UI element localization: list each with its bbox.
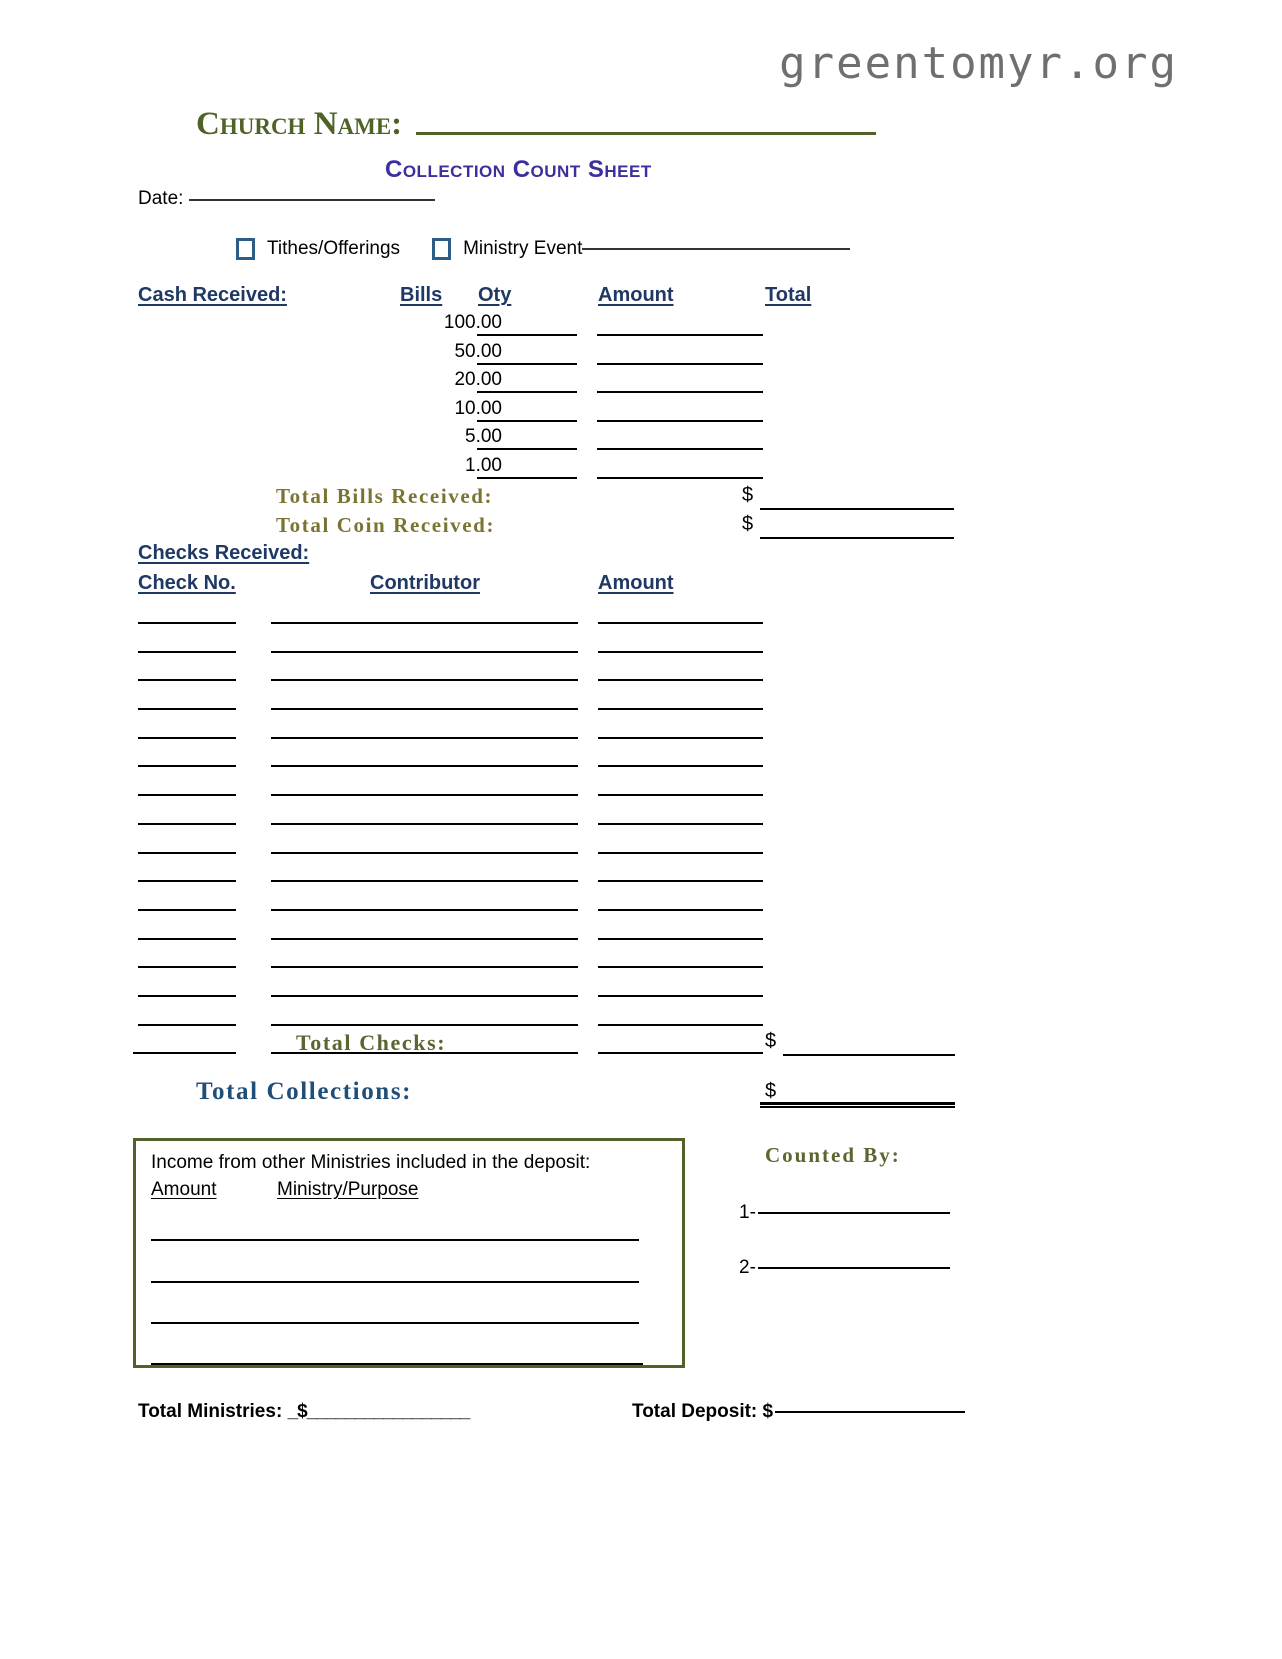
bill-denomination: 10.00 — [454, 397, 502, 419]
check-contributor-input[interactable] — [271, 995, 578, 997]
ministries-entry-line[interactable] — [151, 1322, 639, 1324]
bill-amount-input[interactable] — [597, 334, 763, 336]
bill-qty-input[interactable] — [477, 391, 577, 393]
tithes-offerings-label: Tithes/Offerings — [267, 238, 401, 259]
check-amount-input[interactable] — [598, 622, 763, 624]
ministries-column-purpose: Ministry/Purpose — [277, 1179, 419, 1200]
bill-amount-input[interactable] — [597, 448, 763, 450]
check-contributor-input[interactable] — [271, 765, 578, 767]
check-amount-input[interactable] — [598, 794, 763, 796]
check-no-input[interactable] — [138, 708, 236, 710]
church-name-label: Church Name: — [196, 106, 403, 142]
check-no-input[interactable] — [138, 1024, 236, 1026]
total-deposit-row — [632, 1401, 965, 1423]
bill-qty-input[interactable] — [477, 420, 577, 422]
ministry-event-label: Ministry Event — [463, 238, 583, 259]
check-no-input[interactable] — [138, 966, 236, 968]
bill-qty-input[interactable] — [477, 363, 577, 365]
total-ministries-label: Total Ministries: — [138, 1401, 283, 1422]
check-amount-input[interactable] — [598, 1024, 763, 1026]
check-contributor-input[interactable] — [271, 651, 578, 653]
check-contributor-input[interactable] — [271, 909, 578, 911]
column-header-contributor: Contributor — [370, 572, 480, 594]
check-no-input[interactable] — [138, 765, 236, 767]
check-amount-input[interactable] — [598, 765, 763, 767]
bill-amount-input[interactable] — [597, 363, 763, 365]
ministries-entry-line[interactable] — [151, 1281, 639, 1283]
total-collections-currency-symbol: $ — [765, 1080, 777, 1102]
check-amount-input[interactable] — [598, 938, 763, 940]
check-contributor-input[interactable] — [271, 708, 578, 710]
total-deposit-label: Total Deposit: — [632, 1401, 758, 1422]
other-ministries-box — [133, 1138, 685, 1368]
check-contributor-input[interactable] — [271, 880, 578, 882]
check-no-input[interactable] — [138, 823, 236, 825]
total-coin-input[interactable] — [760, 537, 954, 539]
check-contributor-input[interactable] — [271, 794, 578, 796]
counted-by-label: Counted By: — [765, 1143, 901, 1167]
check-amount-input[interactable] — [598, 909, 763, 911]
total-checks-label: Total Checks: — [296, 1030, 447, 1055]
check-contributor-input[interactable] — [271, 737, 578, 739]
total-collections-label: Total Collections: — [196, 1078, 413, 1105]
column-header-check-amount: Amount — [598, 572, 674, 594]
column-header-total: Total — [765, 284, 812, 306]
sheet-title: Collection Count Sheet — [385, 156, 652, 183]
date-row — [138, 188, 435, 210]
check-contributor-input[interactable] — [271, 852, 578, 854]
bill-denomination: 50.00 — [454, 340, 502, 362]
check-contributor-input[interactable] — [271, 1024, 578, 1026]
check-amount-input[interactable] — [598, 995, 763, 997]
church-name-row — [196, 108, 876, 141]
check-no-input[interactable] — [133, 1052, 236, 1054]
column-header-amount: Amount — [598, 284, 674, 306]
column-header-qty: Oty — [478, 284, 512, 306]
check-contributor-input[interactable] — [271, 966, 578, 968]
bill-amount-input[interactable] — [597, 391, 763, 393]
check-amount-input[interactable] — [598, 651, 763, 653]
bill-qty-input[interactable] — [477, 477, 577, 479]
counted-by-input-2[interactable] — [758, 1267, 950, 1269]
check-no-input[interactable] — [138, 794, 236, 796]
counted-by-entry-1 — [739, 1202, 950, 1224]
other-ministries-title: Income from other Ministries included in the deposit: — [151, 1152, 591, 1173]
check-no-input[interactable] — [138, 995, 236, 997]
site-watermark: greentomyr.org — [779, 38, 1178, 89]
total-coin-currency-symbol: $ — [742, 513, 754, 535]
bill-denomination: 5.00 — [465, 426, 502, 448]
check-no-input[interactable] — [138, 622, 236, 624]
counted-by-entry-2 — [739, 1257, 950, 1279]
check-no-input[interactable] — [138, 651, 236, 653]
check-amount-input[interactable] — [598, 708, 763, 710]
total-coin-received-label: Total Coin Received: — [276, 513, 496, 537]
checks-received-section-label: Checks Received: — [138, 542, 310, 564]
check-no-input[interactable] — [138, 679, 236, 681]
counted-by-number-1: 1- — [739, 1202, 756, 1223]
check-amount-input[interactable] — [598, 852, 763, 854]
counted-by-number-2: 2- — [739, 1257, 756, 1278]
check-no-input[interactable] — [138, 852, 236, 854]
check-amount-input[interactable] — [598, 880, 763, 882]
bill-denomination: 100.00 — [443, 312, 502, 333]
ministries-entry-line[interactable] — [151, 1363, 643, 1365]
ministries-entry-line[interactable] — [151, 1239, 639, 1241]
bill-amount-input[interactable] — [597, 420, 763, 422]
total-checks-currency-symbol: $ — [765, 1030, 777, 1052]
check-amount-input[interactable] — [598, 966, 763, 968]
ministry-event-input-blank[interactable] — [582, 248, 850, 250]
bill-amount-input[interactable] — [597, 477, 763, 479]
check-contributor-input[interactable] — [271, 938, 578, 940]
church-name-blank-field[interactable] — [416, 132, 876, 135]
check-contributor-input[interactable] — [271, 679, 578, 681]
total-bills-received-label: Total Bills Received: — [276, 484, 494, 508]
check-no-input[interactable] — [138, 909, 236, 911]
cash-received-section-label: Cash Received: — [138, 284, 287, 306]
check-contributor-input[interactable] — [271, 823, 578, 825]
total-deposit-currency-symbol: $ — [762, 1401, 774, 1422]
bill-qty-input[interactable] — [477, 334, 577, 336]
check-amount-input[interactable] — [598, 823, 763, 825]
total-ministries-row — [138, 1401, 469, 1423]
bill-qty-input[interactable] — [477, 448, 577, 450]
check-amount-input[interactable] — [598, 1052, 763, 1054]
check-no-input[interactable] — [138, 737, 236, 739]
column-header-check-no: Check No. — [138, 572, 236, 594]
total-ministries-input[interactable]: _$_________________ — [287, 1401, 470, 1422]
check-no-input[interactable] — [138, 880, 236, 882]
total-deposit-input[interactable] — [775, 1411, 965, 1413]
check-amount-input[interactable] — [598, 679, 763, 681]
bill-denomination: 20.00 — [454, 369, 502, 391]
total-bills-input[interactable] — [760, 508, 954, 510]
check-no-input[interactable] — [138, 938, 236, 940]
check-contributor-input[interactable] — [271, 622, 578, 624]
bill-denomination: 1.00 — [465, 454, 502, 476]
collection-type-row — [236, 238, 850, 260]
column-header-bills: Bills — [400, 284, 443, 306]
tithes-offerings-checkbox[interactable] — [236, 238, 255, 260]
total-bills-currency-symbol: $ — [742, 484, 754, 506]
total-collections-input[interactable] — [760, 1102, 955, 1105]
ministry-event-checkbox[interactable] — [432, 238, 451, 260]
date-label: Date: — [138, 188, 184, 209]
check-amount-input[interactable] — [598, 737, 763, 739]
ministries-column-amount: Amount — [151, 1179, 217, 1200]
total-checks-input[interactable] — [783, 1054, 955, 1056]
counted-by-input-1[interactable] — [758, 1212, 950, 1214]
date-input-blank[interactable] — [189, 199, 435, 201]
